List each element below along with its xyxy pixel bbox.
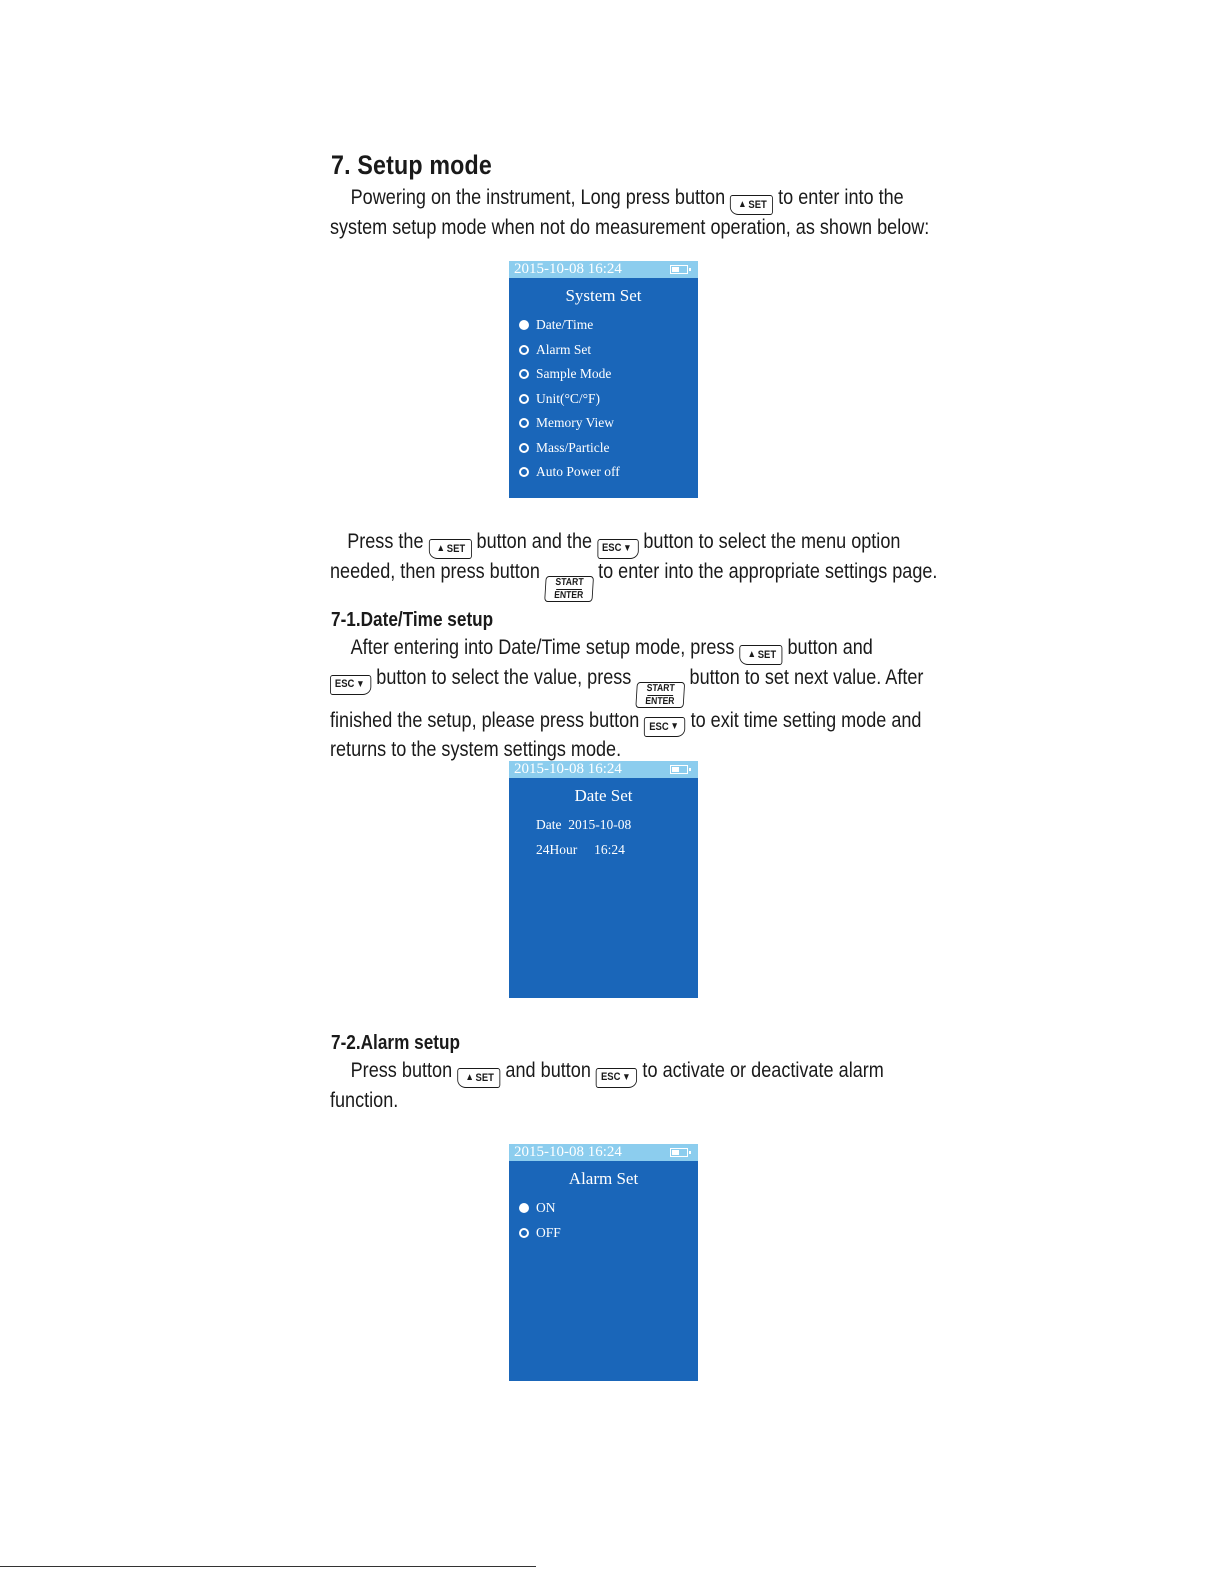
set-up-key-icon: ▲ SET	[730, 195, 773, 215]
select-text-2: button and the	[476, 530, 593, 553]
date-field[interactable]: Date 2015-10-08	[536, 817, 632, 832]
alarm-option-off[interactable]: OFF	[509, 1224, 698, 1249]
radio-selected-icon	[519, 1203, 529, 1213]
date-text-6: to exit time setting mode and	[690, 708, 922, 732]
set-up-key-icon: ▲ SET	[739, 645, 782, 665]
alarm-menu	[509, 1199, 698, 1248]
alarm-text-1: Press button	[350, 1059, 453, 1082]
screen-title: Alarm Set	[568, 1169, 639, 1188]
esc-down-key-icon: ESC ▼	[330, 675, 371, 695]
select-paragraph	[330, 529, 938, 602]
start-enter-key-icon: START ENTER	[636, 682, 686, 708]
status-bar	[509, 261, 698, 278]
radio-unselected-icon	[519, 418, 529, 428]
date-text-3: button to select the value, press	[376, 666, 632, 689]
set-up-key-icon: ▲ SET	[457, 1068, 500, 1088]
date-time-setup-title: 7-1.Date/Time setup	[331, 609, 494, 631]
menu-item-memory-view[interactable]: Memory View	[509, 414, 698, 439]
battery-icon	[670, 1148, 688, 1157]
screen-title: Date Set	[574, 786, 633, 805]
select-text-1: Press the	[347, 530, 424, 553]
radio-unselected-icon	[519, 369, 529, 379]
alarm-text-4: function.	[330, 1089, 399, 1112]
radio-unselected-icon	[519, 467, 529, 477]
alarm-option-on[interactable]: ON	[509, 1199, 698, 1224]
hour-field[interactable]: 24Hour 16:24	[536, 842, 625, 857]
date-text-4: button to set next value. After	[689, 666, 924, 689]
status-datetime: 2015-10-08 16:24	[514, 261, 622, 277]
menu-item-date-time[interactable]: Date/Time	[509, 316, 698, 341]
section-title: 7. Setup mode	[331, 150, 492, 180]
battery-icon	[670, 765, 688, 774]
alarm-text-3: to activate or deactivate alarm	[642, 1059, 884, 1082]
status-datetime: 2015-10-08 16:24	[514, 761, 622, 777]
menu-item-auto-power-off[interactable]: Auto Power off	[509, 463, 698, 488]
menu-item-sample-mode[interactable]: Sample Mode	[509, 365, 698, 390]
select-text-3: button to select the menu option	[643, 530, 901, 553]
date-text-2: button and	[787, 636, 873, 659]
menu-item-mass-particle[interactable]: Mass/Particle	[509, 439, 698, 464]
select-text-5: to enter into the appropriate settings page.	[598, 560, 938, 583]
alarm-paragraph	[330, 1058, 884, 1115]
intro-text-3: system setup mode when not do measurement operation, as shown below:	[330, 216, 930, 239]
alarm-set-screen	[509, 1144, 698, 1381]
status-bar	[509, 761, 698, 778]
radio-selected-icon	[519, 320, 529, 330]
system-menu	[509, 316, 698, 488]
esc-down-key-icon: ESC ▼	[597, 539, 638, 559]
intro-text-1: Powering on the instrument, Long press button	[350, 186, 726, 209]
date-text-1: After entering into Date/Time setup mode, press	[350, 636, 735, 659]
set-up-key-icon: ▲ SET	[429, 539, 472, 559]
date-time-paragraph	[330, 635, 924, 764]
alarm-text-2: and button	[505, 1059, 591, 1082]
date-text-7: returns to the system settings mode.	[330, 738, 622, 761]
start-enter-key-icon: START ENTER	[544, 576, 594, 602]
menu-item-unit[interactable]: Unit(°C/°F)	[509, 390, 698, 415]
menu-item-alarm-set[interactable]: Alarm Set	[509, 341, 698, 366]
screen-title: System Set	[565, 286, 642, 305]
system-set-screen	[509, 261, 698, 498]
esc-down-key-icon: ESC ▼	[596, 1068, 637, 1088]
radio-unselected-icon	[519, 394, 529, 404]
radio-unselected-icon	[519, 1228, 529, 1238]
status-bar	[509, 1144, 698, 1161]
intro-text-2: to enter into the	[778, 186, 904, 209]
radio-unselected-icon	[519, 443, 529, 453]
battery-icon	[670, 265, 688, 274]
date-set-screen	[509, 761, 698, 998]
footer-rule	[0, 1566, 536, 1567]
select-text-4: needed, then press button	[330, 560, 540, 583]
date-text-5: finished the setup, please press button	[330, 708, 640, 732]
radio-unselected-icon	[519, 345, 529, 355]
status-datetime: 2015-10-08 16:24	[514, 1144, 622, 1160]
intro-paragraph	[330, 185, 930, 242]
esc-down-key-icon: ESC ▼	[644, 717, 685, 737]
alarm-setup-title: 7-2.Alarm setup	[331, 1032, 461, 1054]
